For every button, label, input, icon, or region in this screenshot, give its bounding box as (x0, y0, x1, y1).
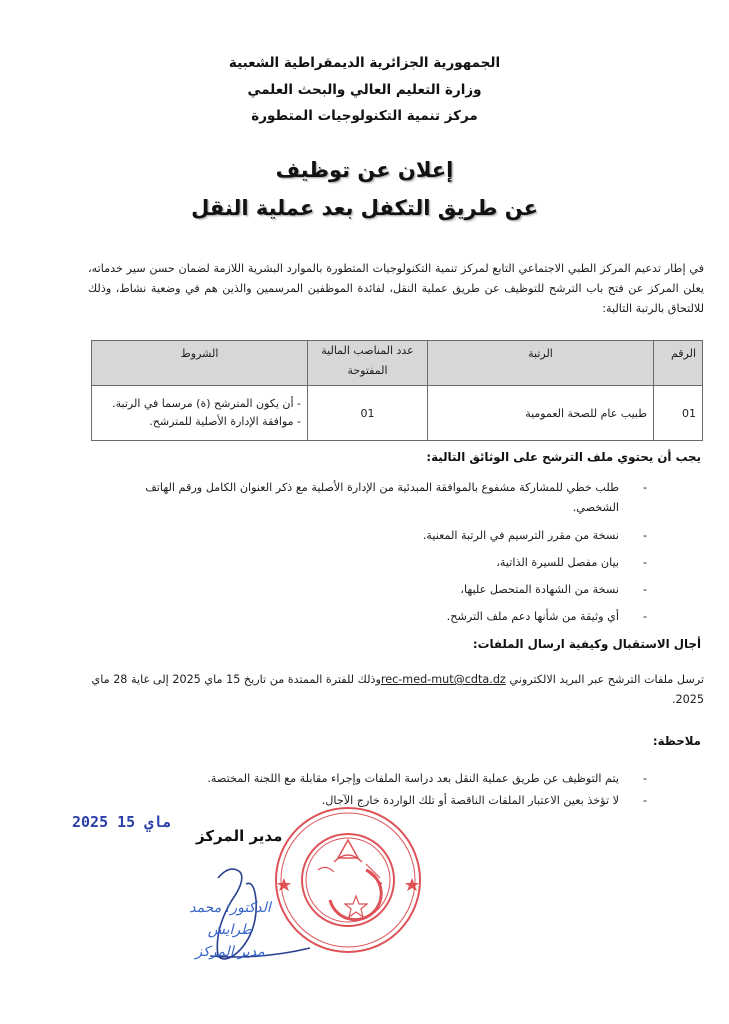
director-title: مدير المركز (196, 827, 283, 845)
deadlines-paragraph (88, 670, 704, 710)
list-item: - بيان مفصل للسيرة الذاتية، (107, 553, 647, 573)
cell-number: 01 (654, 386, 703, 441)
date-stamp: 2025 ماي 15 (72, 813, 172, 831)
positions-table (91, 340, 703, 441)
cell-positions: 01 (308, 386, 428, 441)
list-item: - نسخة من مقرر الترسيم في الرتبة المعنية. (107, 526, 647, 546)
table-row (92, 386, 703, 441)
header-rank: الرتبة (428, 341, 654, 386)
intro-paragraph: في إطار تدعيم المركز الطبي الاجتماعي التابع لمركز تنمية التكنولوجيات المتطورة بالموارد البشرية اللازمة لضمان حسن سير خدماته، يعلن المركز عن فتح باب الترشح للتوظيف عن طريق عملية النقل، لفائدة الموظفين المرسمين والذين هم في وضعية نشاط، وذلك للالتحاق بالرتبة التالية: (88, 262, 704, 315)
header-country: الجمهورية الجزائرية الديمقراطية الشعبية (228, 55, 501, 71)
header-ministry: وزارة التعليم العالي والبحث العلمي (247, 82, 482, 98)
list-item: - لا تؤخذ بعين الاعتبار الملفات الناقصة أو تلك الواردة خارج الآجال. (187, 790, 647, 812)
list-item: - نسخة من الشهادة المتحصل عليها، (107, 580, 647, 600)
signer-line-1: الدكتور: محمد طرايش (189, 900, 271, 938)
documents-list (107, 478, 647, 627)
header-conditions: الشروط (92, 341, 308, 386)
bullet-dash: - (642, 772, 647, 785)
notes-heading: ملاحظة: (652, 734, 701, 748)
deadlines-text-before: ترسل ملفات الترشح عبر البريد الالكتروني (509, 673, 704, 686)
bullet-dash: - (642, 529, 647, 542)
deadlines-text-after: وذلك للفترة الممتدة من تاريخ 15 ماي 2025 إلى غاية 28 ماي 2025. (91, 673, 704, 706)
cell-conditions (92, 386, 308, 441)
signer-line-2: مدير المركز (195, 944, 265, 960)
deadlines-heading: أجال الاستقبال وكيفية ارسال الملفات: (472, 637, 701, 651)
list-item: - أي وثيقة من شأنها دعم ملف الترشح. (107, 607, 647, 627)
bullet-dash: - (642, 794, 647, 807)
signer-name (165, 897, 295, 963)
header-positions: عدد المناصب المالية المفتوحة (308, 341, 428, 386)
bullet-dash: - (642, 556, 647, 569)
header-number: الرقم (654, 341, 703, 386)
table-header-row (92, 341, 703, 386)
list-item: - يتم التوظيف عن طريق عملية النقل بعد دراسة الملفات وإجراء مقابلة مع اللجنة المختصة. (187, 768, 647, 790)
bullet-dash: - (642, 481, 647, 494)
announcement-subtitle: عن طريق التكفل بعد عملية النقل (191, 196, 538, 220)
bullet-dash: - (642, 583, 647, 596)
cell-rank: طبيب عام للصحة العمومية (428, 386, 654, 441)
header-center: مركز تنمية التكنولوجيات المتطورة (251, 108, 478, 124)
condition-2: - موافقة الإدارة الأصلية للمترشح. (149, 415, 301, 428)
announcement-title: إعلان عن توظيف (275, 158, 454, 182)
email-link[interactable]: rec-med-mut@cdta.dz (380, 673, 506, 686)
list-item: - طلب خطي للمشاركة مشفوع بالموافقة المبدئية من الإدارة الأصلية مع ذكر العنوان الكامل ورقم الهاتف الشخصي. (107, 478, 647, 518)
bullet-dash: - (642, 610, 647, 623)
documents-heading: يجب أن يحتوي ملف الترشح على الوثائق التالية: (426, 450, 701, 464)
condition-1: - أن يكون المترشح (ة) مرسما في الرتبة. (112, 397, 301, 410)
